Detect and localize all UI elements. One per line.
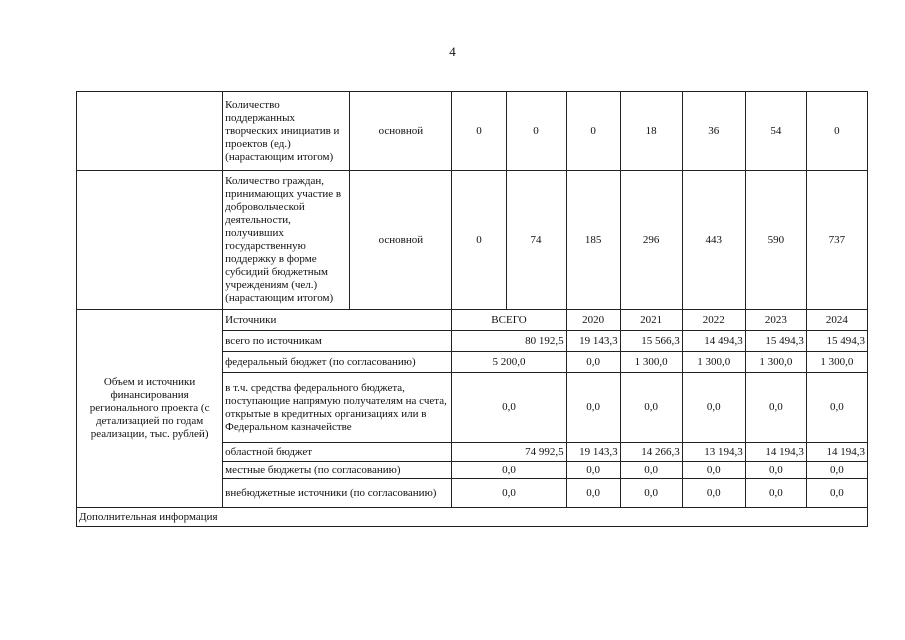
financing-value: 0,0 — [566, 479, 620, 508]
financing-total: 74 992,5 — [452, 443, 566, 462]
financing-value: 14 266,3 — [620, 443, 682, 462]
year-header: 2023 — [745, 310, 806, 331]
financing-value: 0,0 — [682, 373, 745, 443]
financing-value: 0,0 — [745, 462, 806, 479]
financing-source: областной бюджет — [223, 443, 452, 462]
financing-source: федеральный бюджет (по согласованию) — [223, 352, 452, 373]
indicator-row — [77, 171, 868, 310]
financing-header-row — [77, 310, 868, 331]
financing-value: 0,0 — [806, 462, 867, 479]
indicator-base-value: 0 — [452, 171, 506, 310]
financing-value: 0,0 — [745, 373, 806, 443]
financing-value: 14 194,3 — [806, 443, 867, 462]
indicator-value: 737 — [806, 171, 867, 310]
financing-value: 13 194,3 — [682, 443, 745, 462]
financing-value: 15 566,3 — [620, 331, 682, 352]
indicator-type: основной — [350, 92, 452, 171]
indicator-value: 18 — [620, 92, 682, 171]
financing-value: 0,0 — [620, 373, 682, 443]
financing-value: 0,0 — [566, 352, 620, 373]
financing-value: 0,0 — [620, 462, 682, 479]
financing-value: 14 194,3 — [745, 443, 806, 462]
financing-total: 80 192,5 — [452, 331, 566, 352]
financing-total: 5 200,0 — [452, 352, 566, 373]
financing-total: 0,0 — [452, 479, 566, 508]
financing-value: 1 300,0 — [806, 352, 867, 373]
indicator-value: 0 — [566, 92, 620, 171]
indicator-name: Количество поддержанных творческих инициатив и проектов (ед.) (нарастающим итогом) — [223, 92, 350, 171]
indicator-value: 185 — [566, 171, 620, 310]
indicator-value: 296 — [620, 171, 682, 310]
sources-header: Источники — [223, 310, 452, 331]
financing-value: 0,0 — [682, 479, 745, 508]
financing-value: 19 143,3 — [566, 331, 620, 352]
financing-value: 14 494,3 — [682, 331, 745, 352]
indicator-value: 0 — [506, 92, 566, 171]
financing-value: 19 143,3 — [566, 443, 620, 462]
financing-source: в т.ч. средства федерального бюджета, поступающие напрямую получателям на счета, открытые в кредитных организациях или в Федеральном казначействе — [223, 373, 452, 443]
indicator-type: основной — [350, 171, 452, 310]
financing-source: всего по источникам — [223, 331, 452, 352]
year-header: 2020 — [566, 310, 620, 331]
page-number: 4 — [449, 44, 456, 59]
indicator-name: Количество граждан, принимающих участие в добровольческой деятельности, получивших государственную поддержку в форме субсидий бюджетным учреждениям (чел.) (нарастающим итогом) — [223, 171, 350, 310]
indicator-value: 443 — [682, 171, 745, 310]
indicator-row — [77, 92, 868, 171]
indicator-value: 74 — [506, 171, 566, 310]
financing-value: 15 494,3 — [745, 331, 806, 352]
indicator-base-value: 0 — [452, 92, 506, 171]
financing-value: 1 300,0 — [682, 352, 745, 373]
empty-cell — [77, 171, 223, 310]
year-header: 2024 — [806, 310, 867, 331]
financing-value: 0,0 — [806, 373, 867, 443]
project-table — [76, 91, 868, 527]
financing-value: 0,0 — [566, 373, 620, 443]
financing-source: внебюджетные источники (по согласованию) — [223, 479, 452, 508]
empty-cell — [77, 92, 223, 171]
financing-source: местные бюджеты (по согласованию) — [223, 462, 452, 479]
total-header: ВСЕГО — [452, 310, 566, 331]
financing-value: 0,0 — [682, 462, 745, 479]
financing-value: 0,0 — [620, 479, 682, 508]
indicator-value: 590 — [745, 171, 806, 310]
year-header: 2022 — [682, 310, 745, 331]
financing-value: 0,0 — [806, 479, 867, 508]
year-header: 2021 — [620, 310, 682, 331]
financing-label: Объем и источники финансирования регионального проекта (с детализацией по годам реализации, тыс. рублей) — [77, 310, 223, 508]
indicator-value: 0 — [806, 92, 867, 171]
financing-value: 0,0 — [745, 479, 806, 508]
financing-value: 0,0 — [566, 462, 620, 479]
additional-info-label: Дополнительная информация — [77, 508, 868, 527]
financing-value: 1 300,0 — [745, 352, 806, 373]
financing-value: 1 300,0 — [620, 352, 682, 373]
additional-info-row — [77, 508, 868, 527]
financing-total: 0,0 — [452, 462, 566, 479]
indicator-value: 54 — [745, 92, 806, 171]
indicator-value: 36 — [682, 92, 745, 171]
financing-value: 15 494,3 — [806, 331, 867, 352]
financing-total: 0,0 — [452, 373, 566, 443]
